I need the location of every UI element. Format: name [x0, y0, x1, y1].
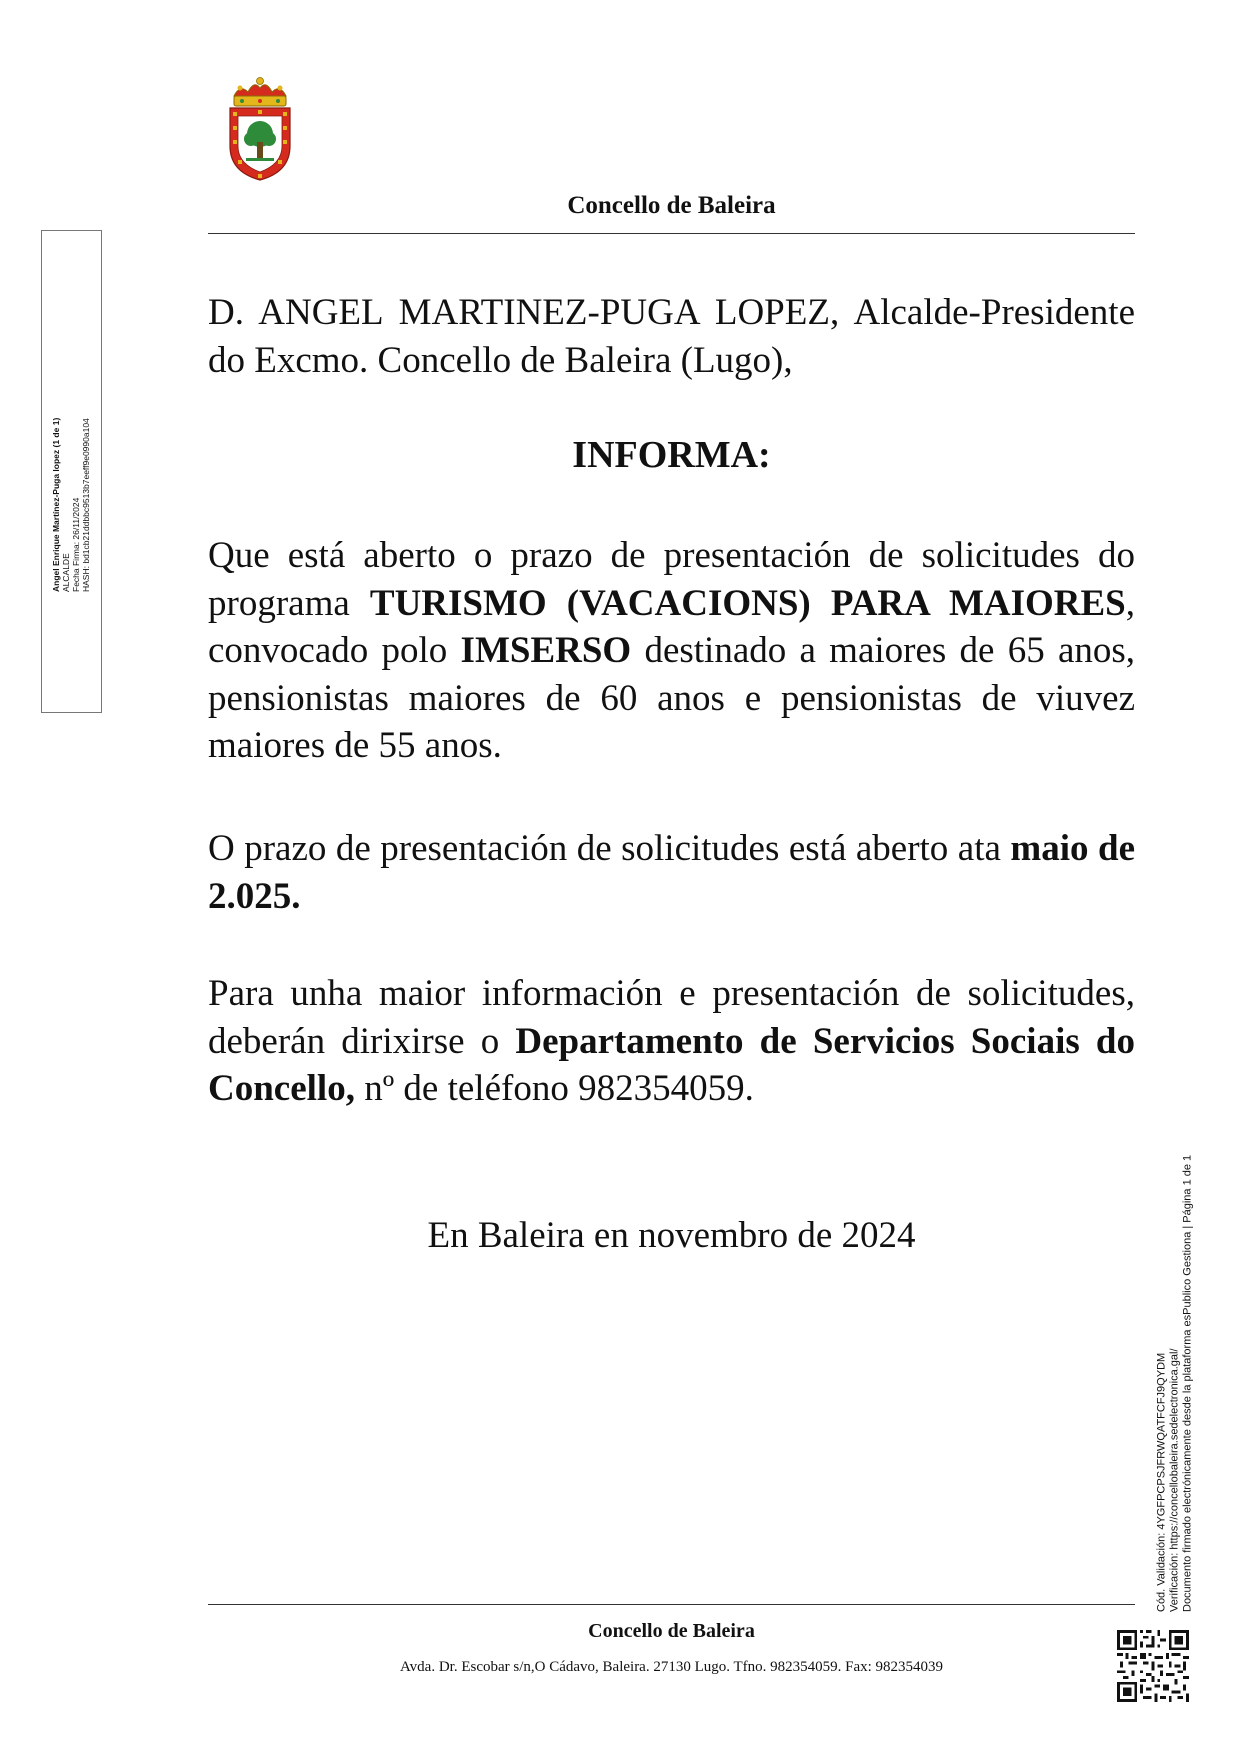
signer-role: ALCALDE — [61, 553, 71, 592]
signature-hash: HASH: bd1cb21ddbbc9513b7eeff9e0990a104 — [81, 418, 91, 592]
closing-line: En Baleira en novembro de 2024 — [427, 1215, 916, 1256]
verification-url: Verificación: https://concellobaleira.sedelectronica.gal/ — [1168, 1348, 1181, 1612]
intro-paragraph: D. ANGEL MARTINEZ-PUGA LOPEZ, Alcalde-Presidente do Excmo. Concello de Baleira (Lugo), — [208, 292, 1135, 381]
footer-divider — [208, 1604, 1135, 1605]
text-span: O prazo de presentación de solicitudes está aberto ata — [208, 828, 1011, 869]
qr-code-icon — [1117, 1630, 1189, 1702]
header-title: Concello de Baleira — [567, 192, 776, 219]
footer-title: Concello de Baleira — [588, 1620, 755, 1642]
informa-heading: INFORMA: — [572, 434, 771, 476]
text-span: Que está aberto o prazo de presentación de solicitudes do programa — [208, 535, 1135, 624]
verification-note: Documento firmado electrónicamente desde la plataforma esPublico Gestiona | Página 1 de 1 — [1181, 1154, 1194, 1612]
signature-date: Fecha Firma: 26/11/2024 — [71, 497, 81, 592]
organisation-name: IMSERSO — [460, 630, 632, 671]
coat-of-arms-logo — [226, 76, 294, 182]
text-span: nº de teléfono 982354059. — [354, 1068, 754, 1109]
department-name: Departamento de Servicios Sociais do Concello, — [208, 1020, 1135, 1109]
signer-name: Angel Enrique Martínez-Puga lopez (1 de 1) — [51, 417, 61, 592]
text-span: Para unha maior información e presentación de solicitudes, deberán dirixirse o — [208, 973, 1135, 1062]
text-span: , convocado polo — [208, 582, 1135, 671]
validation-code: Cód. Validación: 4YGFPCPSJFRWQATFCFJ9QYDM — [1155, 1352, 1168, 1612]
text-span: destinado a maiores de 65 anos, pensionistas maiores de 60 anos e pensionistas de viuvez maiores de 55 anos. — [208, 630, 1136, 766]
paragraph-contact — [208, 970, 1135, 1113]
crown-icon — [234, 78, 286, 107]
verification-block — [1156, 1092, 1195, 1612]
paragraph-deadline — [208, 825, 1135, 920]
header-divider — [208, 233, 1135, 234]
signature-text — [51, 352, 91, 592]
footer-address: Avda. Dr. Escobar s/n,O Cádavo, Baleira. 27130 Lugo. Tfno. 982354059. Fax: 982354039 — [399, 1659, 944, 1675]
programme-name: TURISMO (VACACIONS) PARA MAIORES — [369, 582, 1126, 624]
paragraph-programme — [208, 532, 1135, 770]
deadline-date: maio de 2.025. — [208, 828, 1135, 917]
